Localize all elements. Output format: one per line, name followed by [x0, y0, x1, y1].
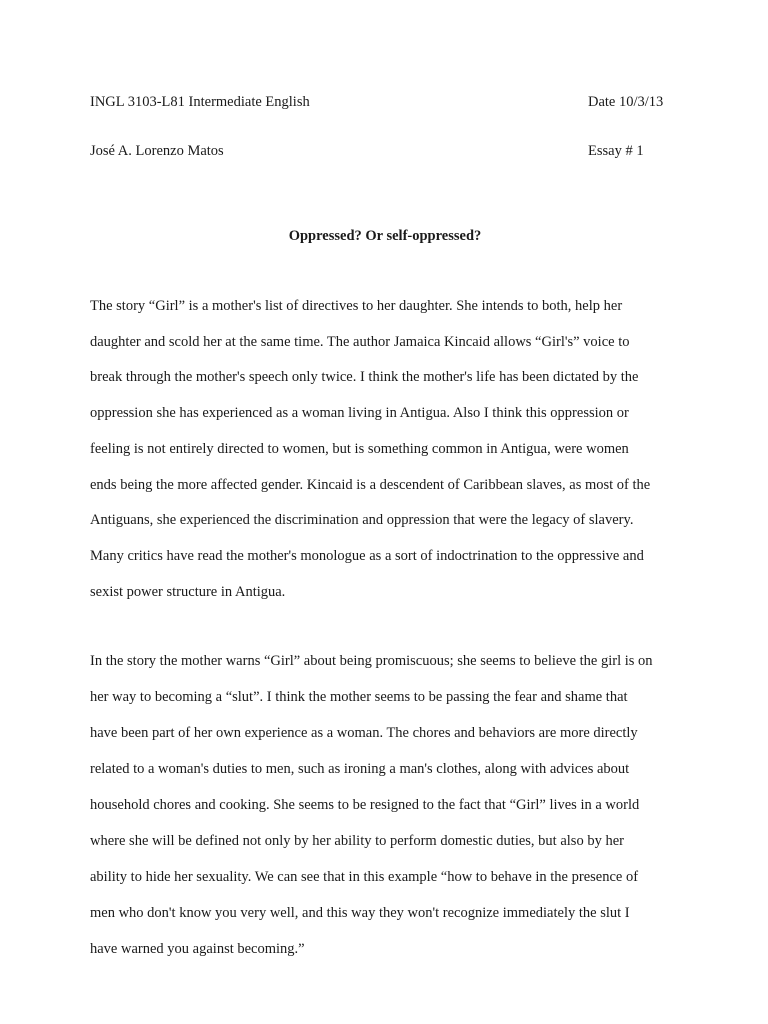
paragraph-line: In the story the mother warns “Girl” about being promiscuous; she seems to believe the girl is on	[90, 653, 653, 669]
paragraph-line: Antiguans, she experienced the discrimination and oppression that were the legacy of slavery.	[90, 512, 634, 529]
paragraph-line: sexist power structure in Antigua.	[90, 583, 286, 600]
author-name: José A. Lorenzo Matos	[90, 143, 224, 159]
paragraph-line: ability to hide her sexuality. We can see that in this example “how to behave in the presence of	[90, 869, 639, 885]
header-row-author	[90, 141, 680, 161]
paragraph-line: The story “Girl” is a mother's list of directives to her daughter. She intends to both, help her	[90, 298, 623, 314]
essay-number: Essay # 1	[588, 143, 644, 159]
paragraph-line: Many critics have read the mother's monologue as a sort of indoctrination to the oppressive and	[90, 547, 644, 564]
course-title: INGL 3103-L81 Intermediate English	[90, 94, 310, 110]
paragraph-line: related to a woman's duties to men, such as ironing a man's clothes, along with advices about	[90, 761, 630, 777]
paragraph-line: feeling is not entirely directed to women, but is something common in Antigua, were women	[90, 440, 629, 457]
paragraph-line: where she will be defined not only by her ability to perform domestic duties, but also by her	[90, 833, 624, 849]
paragraph-line: ends being the more affected gender. Kincaid is a descendent of Caribbean slaves, as most of the	[90, 476, 651, 493]
paragraph-line: household chores and cooking. She seems to be resigned to the fact that “Girl” lives in a world	[90, 797, 640, 813]
paragraph-line: daughter and scold her at the same time. The author Jamaica Kincaid allows “Girl's” voice to	[90, 333, 630, 350]
essay-title: Oppressed? Or self-oppressed?	[288, 228, 482, 244]
paragraph-line: have been part of her own experience as a woman. The chores and behaviors are more directly	[90, 725, 638, 741]
paragraph-line: oppression she has experienced as a woman living in Antigua. Also I think this oppression or	[90, 405, 629, 422]
paragraph-line: men who don't know you very well, and this way they won't recognize immediately the slut I	[90, 905, 630, 921]
essay-date: Date 10/3/13	[588, 94, 664, 110]
header-row-course	[90, 92, 680, 112]
paragraph-line: have warned you against becoming.”	[90, 941, 305, 957]
paragraph-line: her way to becoming a “slut”. I think the mother seems to be passing the fear and shame that	[90, 689, 628, 705]
paragraph-line: break through the mother's speech only twice. I think the mother's life has been dictated by the	[90, 369, 639, 386]
